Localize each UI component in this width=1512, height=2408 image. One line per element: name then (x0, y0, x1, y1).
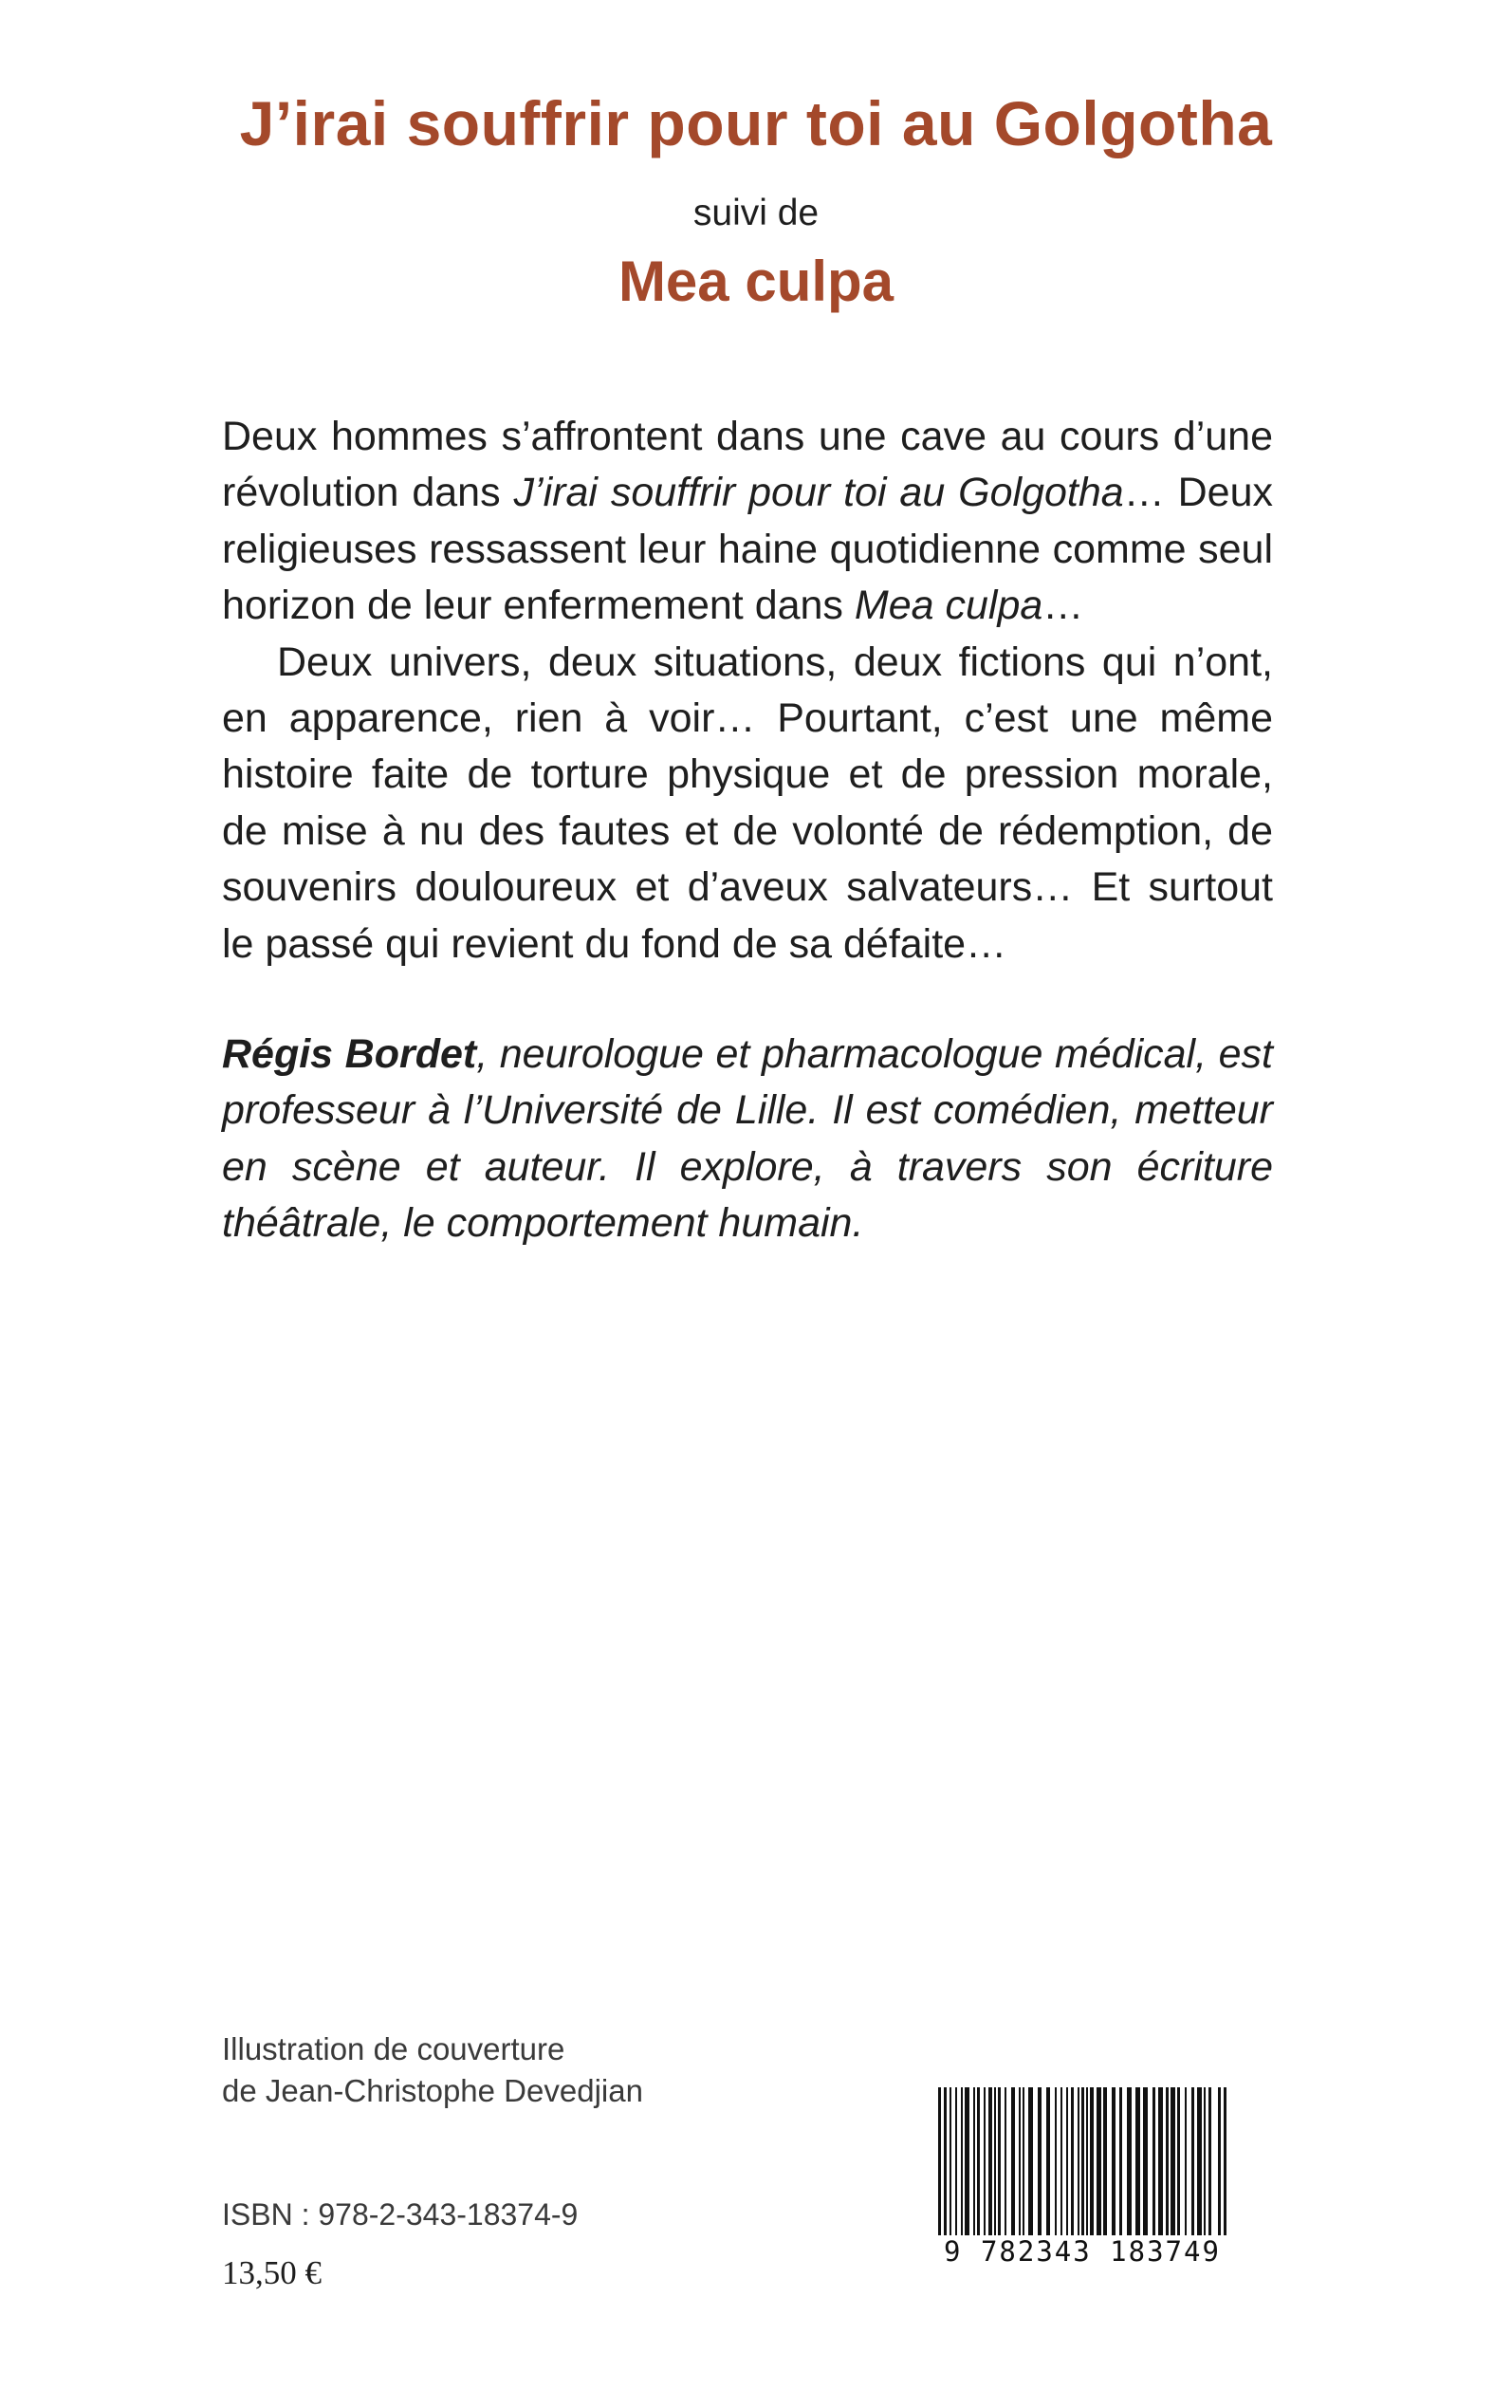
blurb-p1-part3: … (1042, 583, 1084, 629)
blurb-p1-work2: Mea culpa (854, 583, 1043, 629)
price: 13,50 € (222, 2254, 322, 2291)
blurb-p1-work1: J’irai souffrir pour toi au Golgotha (513, 470, 1124, 516)
credit-line-2: de Jean-Christophe Devedjian (222, 2073, 643, 2108)
second-play-title: Mea culpa (618, 250, 894, 313)
credit-line-1: Illustration de couverture (222, 2031, 565, 2066)
author-bio (222, 1027, 1273, 1252)
book-subtitle: suivi de (692, 193, 820, 233)
illustration-credit (222, 2028, 643, 2112)
author-bio-text: , neurologue et pharmacologue médical, est professeur à l’Université de Lille. Il est comédien, metteur en scène et auteur. Il explore, à travers son écriture théâtrale, le comportement humain. (222, 1031, 1273, 1247)
book-title: J’irai souffrir pour toi au Golgotha (239, 88, 1273, 158)
blurb-p1-part1: Deux hommes s’affrontent dans une cave au cours d’une révolution dans (222, 414, 1273, 516)
blurb-paragraph-2: Deux univers, deux situations, deux fictions qui n’ont, en apparence, rien à voir… Pourtant, c’est une même histoire faite de torture physique et de pression morale, de mise à nu des fautes et de volonté de rédemption, de souvenirs douloureux et d’aveux salvateurs… Et surtout le passé qui revient du fond de sa défaite… (222, 639, 1273, 967)
blurb (222, 409, 1273, 972)
blurb-paragraph-1 (222, 409, 1273, 635)
blurb-p1-part2: … Deux religieuses ressassent leur haine quotidienne comme seul horizon de leur enfermement dans (222, 470, 1273, 629)
isbn: ISBN : 978-2-343-18374-9 (222, 2197, 579, 2232)
author-name: Régis Bordet (222, 1031, 477, 1077)
barcode-digits: 9 782343 183749 (930, 2235, 1235, 2268)
